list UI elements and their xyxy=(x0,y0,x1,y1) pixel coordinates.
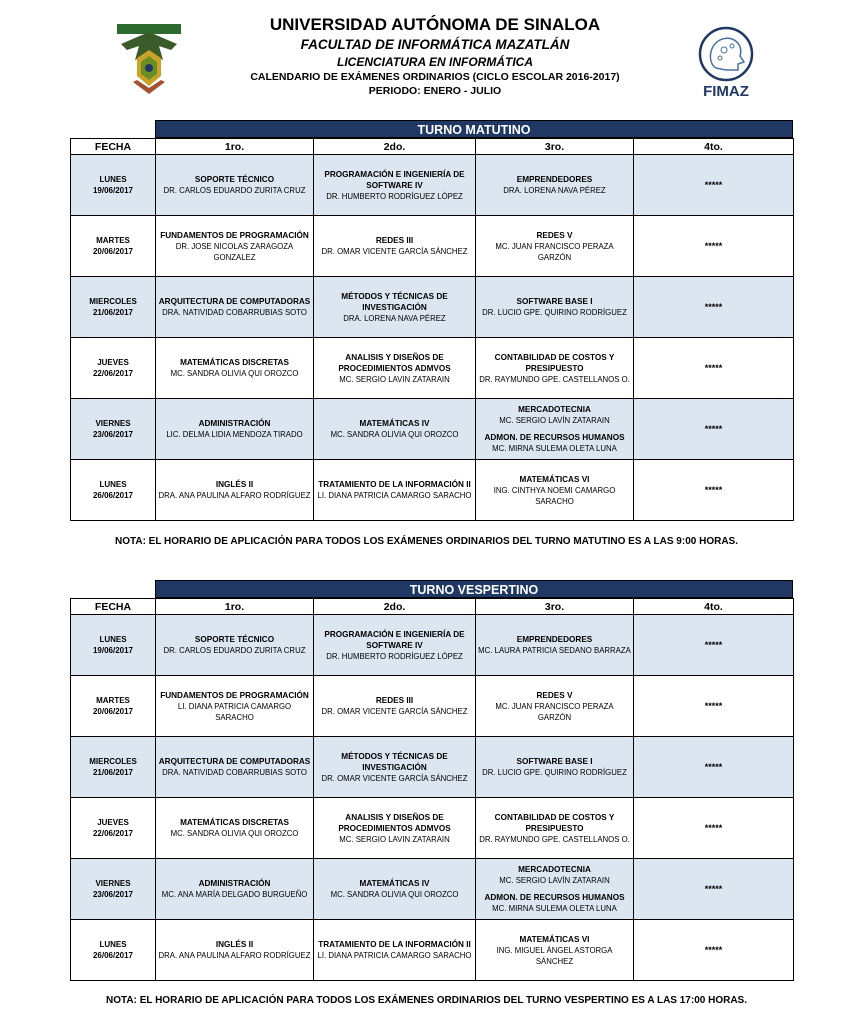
professor: MC. SANDRA OLIVIA QUI OROZCO xyxy=(170,369,299,378)
placeholder-stars: ***** xyxy=(704,822,723,833)
subject: MÉTODOS Y TÉCNICAS DE INVESTIGACIÓN xyxy=(341,291,448,312)
exam-cell-1ro xyxy=(156,798,314,859)
exam-cell-2do xyxy=(314,798,476,859)
exam-cell-4to xyxy=(634,615,794,676)
professor: LI. DIANA PATRICIA CAMARGO SARACHO xyxy=(177,701,292,722)
col-header-2do: 2do. xyxy=(314,139,476,155)
professor: DR. RAYMUNDO GPE. CASTELLANOS O. xyxy=(479,374,630,384)
date-label: 23/06/2017 xyxy=(92,430,134,439)
exam-cell-3ro xyxy=(476,676,634,737)
turno-vespertino-banner: TURNO VESPERTINO xyxy=(155,580,793,598)
subject: MATEMÁTICAS VI xyxy=(519,934,590,944)
date-cell xyxy=(71,737,156,798)
professor: MC. SANDRA OLIVIA QUI OROZCO xyxy=(330,430,459,439)
col-header-1ro: 1ro. xyxy=(156,599,314,615)
subject: FUNDAMENTOS DE PROGRAMACIÓN xyxy=(160,230,309,240)
date-label: 26/06/2017 xyxy=(92,951,134,960)
subject: ARQUITECTURA DE COMPUTADORAS xyxy=(158,757,311,766)
col-header-3ro: 3ro. xyxy=(476,139,634,155)
day-label: MIERCOLES xyxy=(89,757,137,766)
date-cell xyxy=(71,615,156,676)
exam-cell-2do xyxy=(314,155,476,216)
professor: DR. HUMBERTO RODRÍGUEZ LÓPEZ xyxy=(326,191,463,201)
col-header-fecha: FECHA xyxy=(71,599,156,615)
subject: MATEMÁTICAS IV xyxy=(359,419,430,428)
professor: DR. CARLOS EDUARDO ZURITA CRUZ xyxy=(163,186,306,195)
subject: MATEMÁTICAS DISCRETAS xyxy=(180,818,289,827)
professor: MC. SERGIO LAVIN ZATARAIN xyxy=(339,374,450,384)
table-row xyxy=(71,460,794,521)
placeholder-stars: ***** xyxy=(704,700,723,711)
subject: EMPRENDEDORES xyxy=(516,175,593,184)
date-cell xyxy=(71,216,156,277)
professor: DR. OMAR VICENTE GARCÍA SÁNCHEZ xyxy=(321,707,468,716)
professor: ING. CINTHYA NOEMI CAMARGO SARACHO xyxy=(493,485,616,506)
table-row xyxy=(71,216,794,277)
date-label: 19/06/2017 xyxy=(92,646,134,655)
date-cell xyxy=(71,676,156,737)
professor: LIC. DELMA LIDIA MENDOZA TIRADO xyxy=(166,430,303,439)
date-cell xyxy=(71,920,156,981)
calendar-title: CALENDARIO DE EXÁMENES ORDINARIOS (CICLO ESCOLAR 2016-2017) xyxy=(250,71,620,83)
placeholder-stars: ***** xyxy=(704,179,723,190)
exam-cell-1ro xyxy=(156,277,314,338)
table-row xyxy=(71,920,794,981)
col-header-fecha: FECHA xyxy=(71,139,156,155)
table-row xyxy=(71,798,794,859)
degree-name: LICENCIATURA EN INFORMÁTICA xyxy=(337,55,533,69)
table-row xyxy=(71,277,794,338)
subject: ADMINISTRACIÓN xyxy=(198,419,271,428)
subject: PROGRAMACIÓN E INGENIERÍA DE SOFTWARE IV xyxy=(324,169,465,190)
exam-cell-3ro xyxy=(476,216,634,277)
subject: PROGRAMACIÓN E INGENIERÍA DE SOFTWARE IV xyxy=(324,629,465,650)
exam-cell-3ro xyxy=(476,277,634,338)
subject: CONTABILIDAD DE COSTOS Y PRESIPUESTO xyxy=(494,352,615,373)
subject: MÉTODOS Y TÉCNICAS DE INVESTIGACIÓN xyxy=(341,751,448,772)
professor: DRA. LORENA NAVA PÉREZ xyxy=(503,186,606,195)
day-label: VIERNES xyxy=(95,419,131,428)
exam-cell-1ro xyxy=(156,615,314,676)
date-label: 22/06/2017 xyxy=(92,829,134,838)
professor: MC. JUAN FRANCISCO PERAZA GARZÓN xyxy=(495,701,614,722)
subject: ANALISIS Y DISEÑOS DE PROCEDIMIENTOS ADMVOS xyxy=(338,352,451,373)
professor: MC. JUAN FRANCISCO PERAZA GARZÓN xyxy=(495,241,614,262)
placeholder-stars: ***** xyxy=(704,639,723,650)
professor: MC. SANDRA OLIVIA QUI OROZCO xyxy=(170,829,299,838)
professor: DR. OMAR VICENTE GARCÍA SÁNCHEZ xyxy=(321,773,468,783)
col-header-2do: 2do. xyxy=(314,599,476,615)
exam-cell-1ro xyxy=(156,155,314,216)
date-cell xyxy=(71,338,156,399)
professor: ING. MIGUEL ÁNGEL ASTORGA SÁNCHEZ xyxy=(496,945,613,966)
exam-cell-3ro xyxy=(476,399,634,460)
subject: REDES V xyxy=(536,690,573,700)
exam-cell-3ro xyxy=(476,920,634,981)
subject: CONTABILIDAD DE COSTOS Y PRESIPUESTO xyxy=(494,812,615,833)
subject: REDES III xyxy=(375,236,414,245)
exam-cell-4to xyxy=(634,277,794,338)
day-label: LUNES xyxy=(99,635,127,644)
professor: DR. JOSE NICOLAS ZARAGOZA GONZALEZ xyxy=(175,241,294,262)
table-header-row xyxy=(71,599,794,615)
exam-cell-4to xyxy=(634,676,794,737)
faculty-name: FACULTAD DE INFORMÁTICA MAZATLÁN xyxy=(300,37,570,52)
date-cell xyxy=(71,277,156,338)
exam-cell-4to xyxy=(634,155,794,216)
date-cell xyxy=(71,460,156,521)
subject: MATEMÁTICAS DISCRETAS xyxy=(180,358,289,367)
exam-cell-3ro xyxy=(476,460,634,521)
placeholder-stars: ***** xyxy=(704,240,723,251)
day-label: VIERNES xyxy=(95,879,131,888)
professor: DR. HUMBERTO RODRÍGUEZ LÓPEZ xyxy=(326,651,463,661)
professor: DR. LUCIO GPE. QUIRINO RODRÍGUEZ xyxy=(482,308,627,317)
university-name: UNIVERSIDAD AUTÓNOMA DE SINALOA xyxy=(269,15,601,34)
period-label: PERIODO: ENERO - JULIO xyxy=(368,85,502,97)
table-row xyxy=(71,676,794,737)
placeholder-stars: ***** xyxy=(704,944,723,955)
professor: MC. LAURA PATRICIA SEDANO BARRAZA xyxy=(478,646,631,655)
date-label: 21/06/2017 xyxy=(92,768,134,777)
day-label: MARTES xyxy=(96,236,130,245)
table-header-row xyxy=(71,139,794,155)
exam-cell-4to xyxy=(634,798,794,859)
subject: INGLÉS II xyxy=(215,480,254,489)
exam-cell-3ro xyxy=(476,338,634,399)
exam-cell-4to xyxy=(634,920,794,981)
date-label: 26/06/2017 xyxy=(92,491,134,500)
professor: MC. SERGIO LAVIN ZATARAIN xyxy=(339,834,450,844)
professor: MC. SERGIO LAVÍN ZATARAIN xyxy=(499,876,610,885)
subject: SOPORTE TÉCNICO xyxy=(194,175,275,184)
document-header xyxy=(0,0,853,115)
day-label: MIERCOLES xyxy=(89,297,137,306)
fimaz-logo-text: FIMAZ xyxy=(703,83,749,100)
subject: ADMINISTRACIÓN xyxy=(198,879,271,888)
subject: MERCADOTECNIA xyxy=(518,865,591,874)
placeholder-stars: ***** xyxy=(704,362,723,373)
day-label: LUNES xyxy=(99,175,127,184)
exam-cell-1ro xyxy=(156,859,314,920)
subject: REDES III xyxy=(375,696,414,705)
note-matutino: NOTA: EL HORARIO DE APLICACIÓN PARA TODOS LOS EXÁMENES ORDINARIOS DEL TURNO MATUTINO ES A LAS 9:00 HORAS. xyxy=(114,536,738,547)
professor: DR. OMAR VICENTE GARCÍA SÁNCHEZ xyxy=(321,247,468,256)
table-row xyxy=(71,338,794,399)
subject: SOFTWARE BASE I xyxy=(516,297,593,306)
table-row xyxy=(71,155,794,216)
date-cell xyxy=(71,399,156,460)
exam-cell-1ro xyxy=(156,460,314,521)
subject: ARQUITECTURA DE COMPUTADORAS xyxy=(158,297,311,306)
professor: DRA. LORENA NAVA PÉREZ xyxy=(343,313,446,323)
exam-cell-4to xyxy=(634,338,794,399)
exam-cell-2do xyxy=(314,216,476,277)
professor: DRA. NATIVIDAD COBARRUBIAS SOTO xyxy=(162,308,307,317)
note-vespertino: NOTA: EL HORARIO DE APLICACIÓN PARA TODOS LOS EXÁMENES ORDINARIOS DEL TURNO VESPERTINO ES A LAS 17:00 HORAS. xyxy=(106,995,747,1006)
exam-cell-2do xyxy=(314,399,476,460)
table-row xyxy=(71,737,794,798)
date-label: 20/06/2017 xyxy=(92,247,134,256)
vespertino-schedule-table xyxy=(70,598,794,981)
subject-second: ADMON. DE RECURSOS HUMANOS xyxy=(484,433,625,442)
professor: DR. RAYMUNDO GPE. CASTELLANOS O. xyxy=(479,834,630,844)
date-label: 20/06/2017 xyxy=(92,707,134,716)
exam-cell-3ro xyxy=(476,859,634,920)
subject: SOFTWARE BASE I xyxy=(516,757,593,766)
exam-cell-1ro xyxy=(156,676,314,737)
day-label: JUEVES xyxy=(97,818,129,827)
date-cell xyxy=(71,155,156,216)
date-label: 21/06/2017 xyxy=(92,308,134,317)
exam-cell-3ro xyxy=(476,155,634,216)
matutino-schedule-table xyxy=(70,138,794,521)
turno-matutino-banner: TURNO MATUTINO xyxy=(155,120,793,138)
exam-cell-2do xyxy=(314,737,476,798)
col-header-3ro: 3ro. xyxy=(476,599,634,615)
col-header-4to: 4to. xyxy=(634,139,794,155)
table-row xyxy=(71,615,794,676)
date-label: 23/06/2017 xyxy=(92,890,134,899)
exam-cell-4to xyxy=(634,859,794,920)
subject: EMPRENDEDORES xyxy=(516,635,593,644)
professor: DRA. ANA PAULINA ALFARO RODRÍGUEZ xyxy=(158,951,311,960)
subject: MERCADOTECNIA xyxy=(518,405,591,414)
professor: DRA. NATIVIDAD COBARRUBIAS SOTO xyxy=(162,768,307,777)
col-header-1ro: 1ro. xyxy=(156,139,314,155)
placeholder-stars: ***** xyxy=(704,883,723,894)
date-cell xyxy=(71,798,156,859)
subject: SOPORTE TÉCNICO xyxy=(194,635,275,644)
exam-cell-4to xyxy=(634,216,794,277)
exam-cell-3ro xyxy=(476,615,634,676)
subject: REDES V xyxy=(536,230,573,240)
professor: MC. ANA MARÍA DELGADO BURGUEÑO xyxy=(161,890,308,899)
exam-cell-2do xyxy=(314,338,476,399)
exam-cell-1ro xyxy=(156,920,314,981)
professor-second: MC. MIRNA SULEMA OLETA LUNA xyxy=(492,444,617,453)
day-label: JUEVES xyxy=(97,358,129,367)
placeholder-stars: ***** xyxy=(704,761,723,772)
exam-cell-2do xyxy=(314,277,476,338)
professor-second: MC. MIRNA SULEMA OLETA LUNA xyxy=(492,904,617,913)
uas-eagle-logo xyxy=(113,20,185,98)
subject: TRATAMIENTO DE LA INFORMACIÓN II xyxy=(318,940,471,949)
day-label: MARTES xyxy=(96,696,130,705)
subject: ANALISIS Y DISEÑOS DE PROCEDIMIENTOS ADMVOS xyxy=(338,812,451,833)
professor: DRA. ANA PAULINA ALFARO RODRÍGUEZ xyxy=(158,491,311,500)
placeholder-stars: ***** xyxy=(704,301,723,312)
exam-cell-4to xyxy=(634,460,794,521)
date-label: 19/06/2017 xyxy=(92,186,134,195)
exam-cell-2do xyxy=(314,676,476,737)
exam-cell-2do xyxy=(314,615,476,676)
section-turno-vespertino xyxy=(70,580,793,981)
exam-cell-1ro xyxy=(156,216,314,277)
col-header-4to: 4to. xyxy=(634,599,794,615)
professor: DR. CARLOS EDUARDO ZURITA CRUZ xyxy=(163,646,306,655)
section-turno-matutino xyxy=(70,120,793,521)
placeholder-stars: ***** xyxy=(704,423,723,434)
date-cell xyxy=(71,859,156,920)
subject: MATEMÁTICAS IV xyxy=(359,879,430,888)
subject: INGLÉS II xyxy=(215,940,254,949)
placeholder-stars: ***** xyxy=(704,484,723,495)
professor: MC. SANDRA OLIVIA QUI OROZCO xyxy=(330,890,459,899)
exam-cell-2do xyxy=(314,859,476,920)
professor: LI. DIANA PATRICIA CAMARGO SARACHO xyxy=(317,491,472,500)
date-label: 22/06/2017 xyxy=(92,369,134,378)
exam-cell-4to xyxy=(634,399,794,460)
exam-cell-1ro xyxy=(156,399,314,460)
exam-cell-3ro xyxy=(476,737,634,798)
exam-cell-4to xyxy=(634,737,794,798)
day-label: LUNES xyxy=(99,940,127,949)
subject: TRATAMIENTO DE LA INFORMACIÓN II xyxy=(318,480,471,489)
table-row xyxy=(71,399,794,460)
table-row xyxy=(71,859,794,920)
subject: MATEMÁTICAS VI xyxy=(519,474,590,484)
professor: LI. DIANA PATRICIA CAMARGO SARACHO xyxy=(317,951,472,960)
exam-cell-2do xyxy=(314,920,476,981)
exam-cell-3ro xyxy=(476,798,634,859)
subject: FUNDAMENTOS DE PROGRAMACIÓN xyxy=(160,690,309,700)
title-block xyxy=(190,14,680,98)
exam-cell-1ro xyxy=(156,338,314,399)
exam-cell-2do xyxy=(314,460,476,521)
exam-cell-1ro xyxy=(156,737,314,798)
day-label: LUNES xyxy=(99,480,127,489)
professor: DR. LUCIO GPE. QUIRINO RODRÍGUEZ xyxy=(482,768,627,777)
fimaz-logo xyxy=(686,24,766,100)
subject-second: ADMON. DE RECURSOS HUMANOS xyxy=(484,893,625,902)
professor: MC. SERGIO LAVÍN ZATARAIN xyxy=(499,416,610,425)
